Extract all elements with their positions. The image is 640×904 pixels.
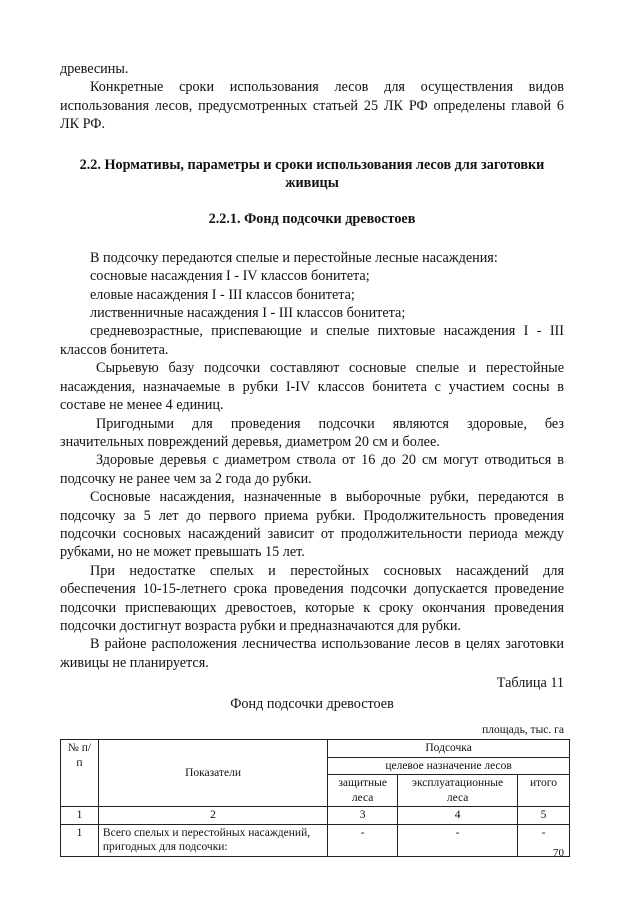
text-paragraph: В подсочку передаются спелые и перестойные лесные насаждения: (90, 249, 498, 266)
header-cell-total: итого (518, 775, 570, 807)
table-units: площадь, тыс. га (482, 724, 564, 736)
page-content (60, 60, 564, 857)
column-number-cell: 1 (61, 807, 99, 825)
text-paragraph: Пригодными для проведения подсочки являются здоровые, без значительных повреждений деревья, диаметром 20 см и более. (60, 415, 564, 450)
header-cell-num: № п/п (61, 740, 99, 807)
header-cell-exploitation: эксплуатационные леса (398, 775, 518, 807)
table-row (61, 824, 570, 856)
text-paragraph: В районе расположения лесничества использование лесов в целях заготовки живицы не планируется. (60, 636, 564, 671)
text-paragraph: сосновые насаждения I - IV классов бонитета; (90, 268, 370, 285)
header-cell-podsochka: Подсочка (328, 740, 570, 758)
header-cell-indicators: Показатели (98, 740, 327, 807)
row-total-cell: - (518, 824, 570, 856)
text-paragraph: Здоровые деревья с диаметром ствола от 16 до 20 см могут отводиться в подсочку не ранее чем за 2 года до рубки. (60, 452, 564, 487)
column-number-cell: 2 (98, 807, 327, 825)
text-paragraph: Конкретные сроки использования лесов для осуществления видов использования лесов, предусмотренных статьей 25 ЛК РФ определены главой 6 ЛК РФ. (60, 79, 564, 133)
text-paragraph: лиственничные насаждения I - III классов бонитета; (90, 305, 406, 322)
column-number-row (61, 807, 570, 825)
text-paragraph: Сырьевую базу подсочки составляют сосновые спелые и перестойные насаждения, назначаемые в рубки I-IV классов бонитета с участием сосны в составе не менее 4 единиц. (60, 360, 564, 414)
text-paragraph: средневозрастные, приспевающие и спелые пихтовые насаждения I - III классов бонитета. (60, 323, 564, 358)
section-heading: 2.2. Нормативы, параметры и сроки использования лесов для заготовки живицы (79, 156, 545, 192)
text-paragraph: еловые насаждения I - III классов бонитета; (90, 286, 355, 303)
header-cell-protective: защитные леса (328, 775, 398, 807)
podsochka-table (60, 739, 570, 857)
table-title: Фонд подсочки древостоев (230, 695, 394, 712)
column-number-cell: 3 (328, 807, 398, 825)
row-num-cell: 1 (61, 824, 99, 856)
row-name-cell: Всего спелых и перестойных насаждений, пригодных для подсочки: (98, 824, 327, 856)
text-paragraph: Сосновые насаждения, назначенные в выборочные рубки, передаются в подсочку за 5 лет до первого приема рубки. Продолжительность проведения подсочки сосновых насаждений зависит от продолжительности периода между рубками, но не может превышать 15 лет. (60, 489, 564, 561)
row-protective-cell: - (328, 824, 398, 856)
text-paragraph: При недостатке спелых и перестойных сосновых насаждений для обеспечения 10-15-летнего срока проведения подсочки допускается проведение подсочки приспевающих древостоев, которые к сроку окончания проведения подсочки достигнут возраста рубки и предназначаются для рубки. (60, 562, 564, 634)
row-exploitation-cell: - (398, 824, 518, 856)
page-number: 70 (553, 847, 564, 859)
column-number-cell: 4 (398, 807, 518, 825)
column-number-cell: 5 (518, 807, 570, 825)
table-label: Таблица 11 (496, 675, 564, 692)
header-cell-purpose: целевое назначение лесов (328, 757, 570, 775)
subsection-heading: 2.2.1. Фонд подсочки древостоев (208, 211, 416, 228)
text-paragraph: древесины. (60, 61, 129, 77)
